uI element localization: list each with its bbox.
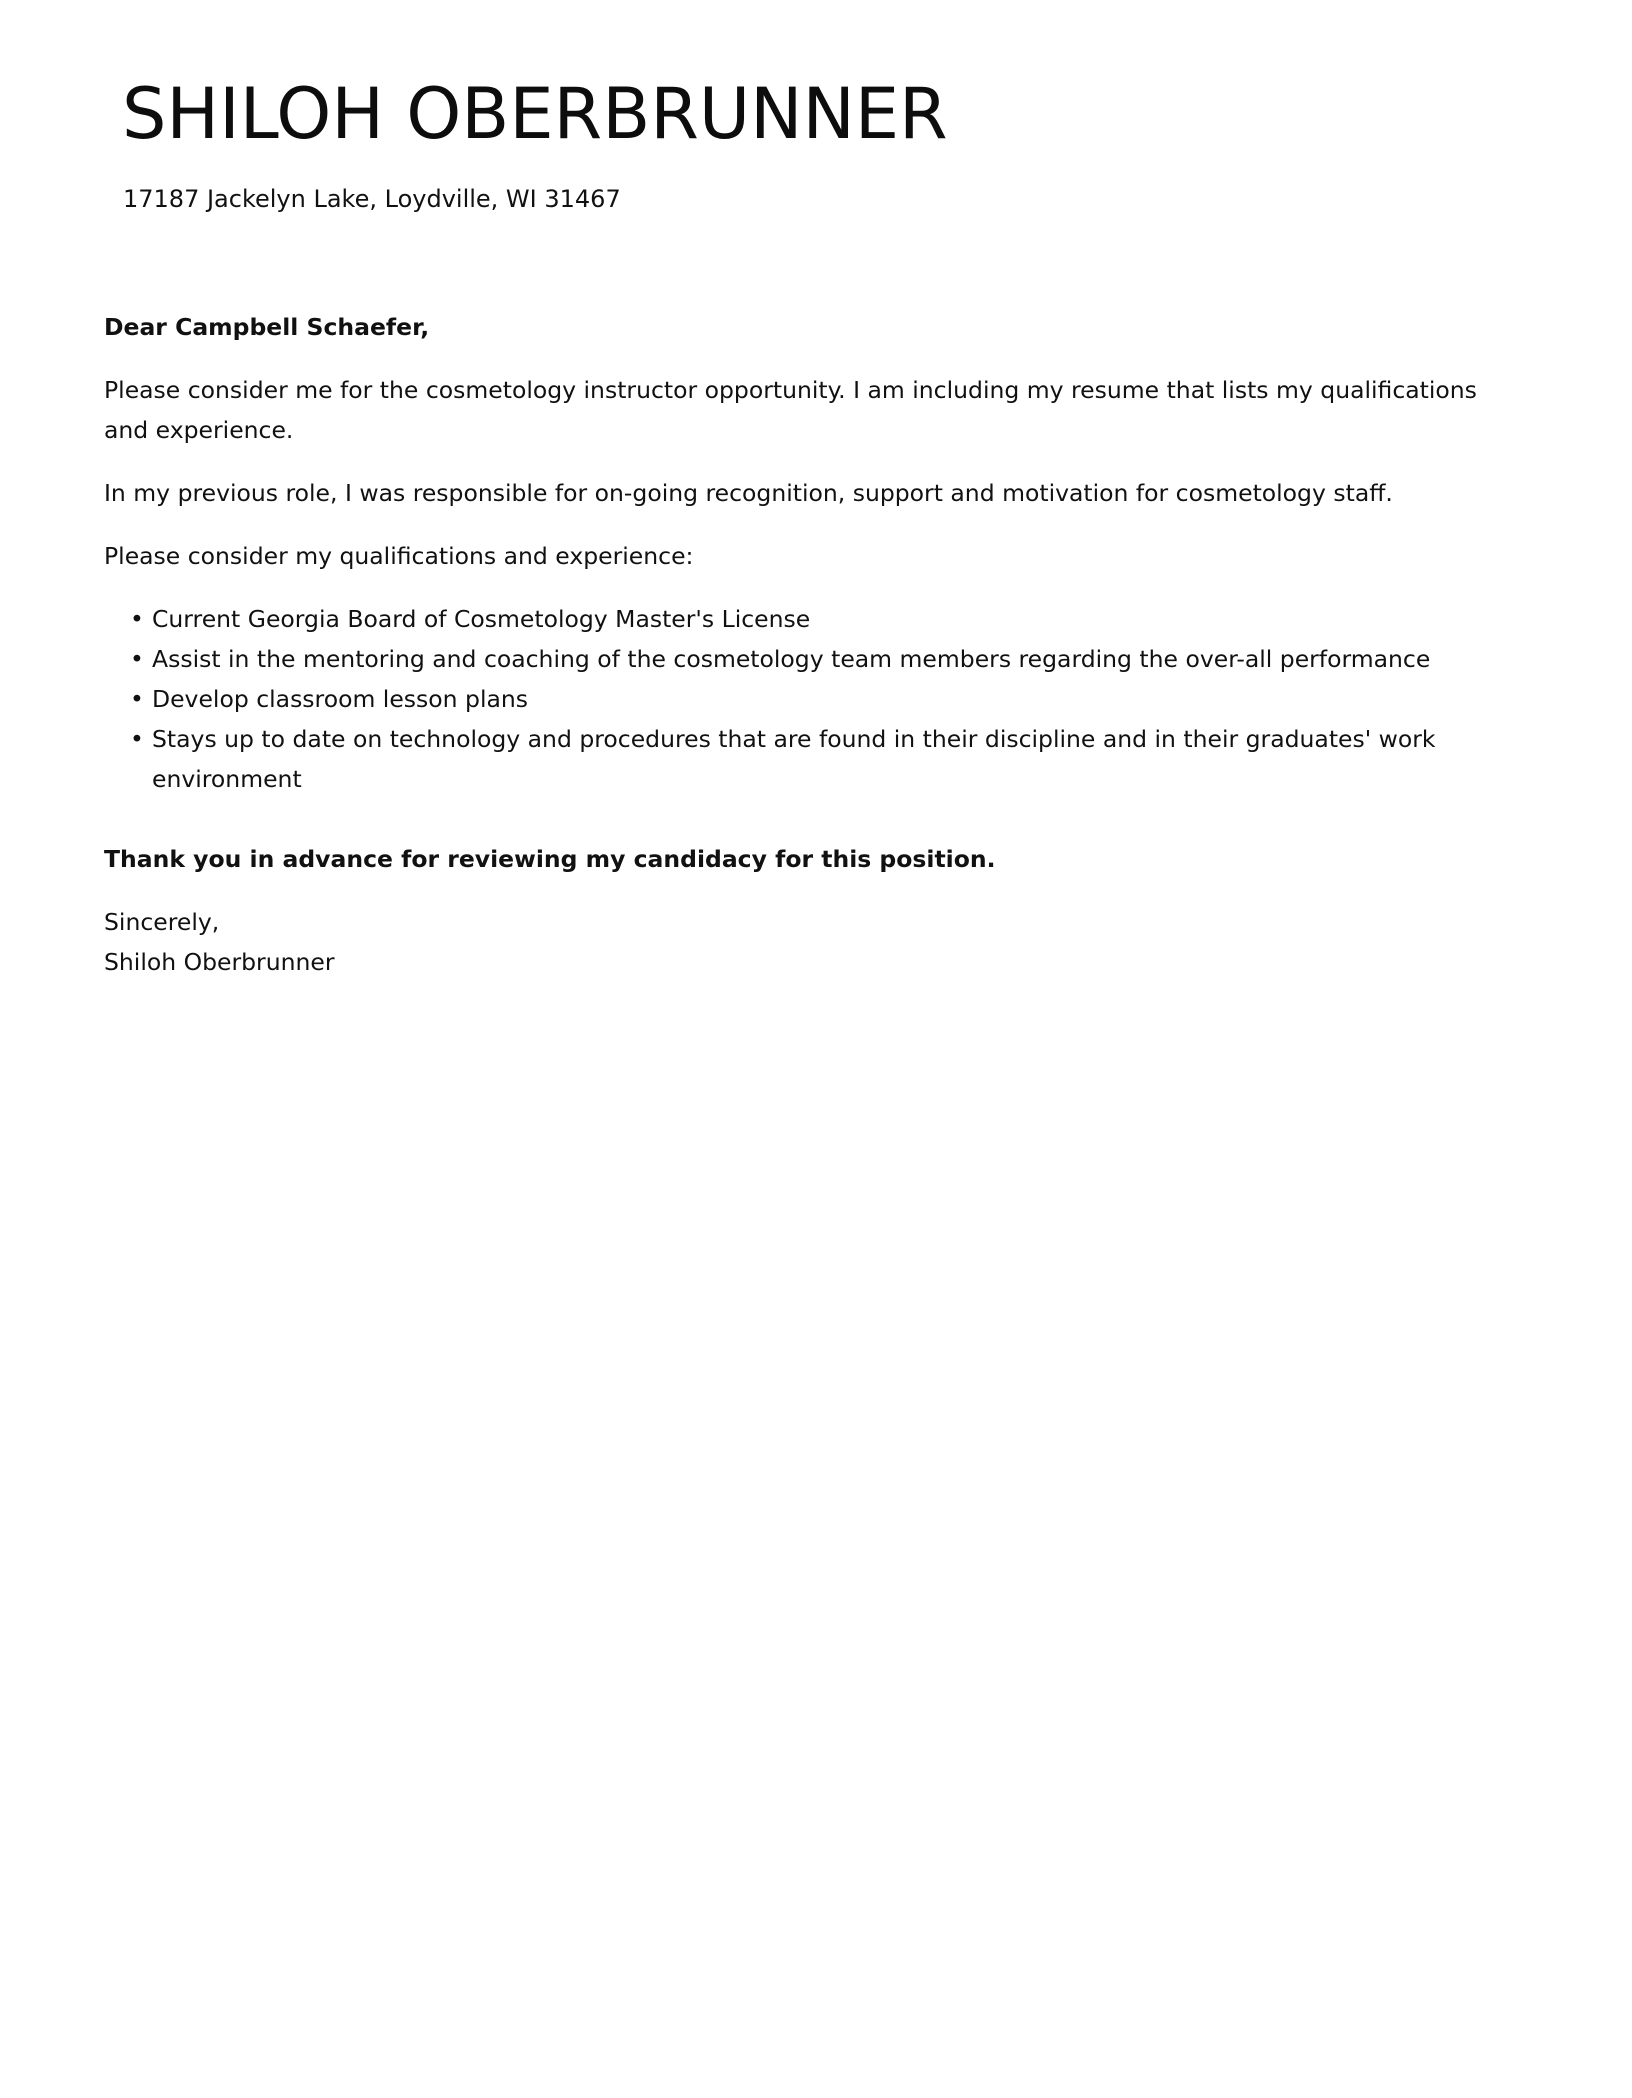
signature-name: Shiloh Oberbrunner <box>104 948 335 976</box>
qualification-text: Assist in the mentoring and coaching of the cosmetology team members regarding the over-all performance <box>152 645 1431 673</box>
signoff-block <box>104 902 1524 982</box>
bullet-icon: • <box>130 605 144 633</box>
list-item <box>130 599 1524 639</box>
salutation: Dear Campbell Schaefer, <box>104 313 430 341</box>
letter-body <box>104 307 1524 1005</box>
intro-paragraph: Please consider me for the cosmetology instructor opportunity. I am including my resume that lists my qualifications and experience. <box>104 376 1477 444</box>
closing-paragraph: Thank you in advance for reviewing my candidacy for this position. <box>104 845 996 873</box>
qualification-text: Stays up to date on technology and procedures that are found in their discipline and in their graduates' work environment <box>152 725 1436 793</box>
qualification-text: Current Georgia Board of Cosmetology Master's License <box>152 605 811 633</box>
previous-role-paragraph: In my previous role, I was responsible for on-going recognition, support and motivation for cosmetology staff. <box>104 479 1393 507</box>
qualification-text: Develop classroom lesson plans <box>152 685 529 713</box>
bullet-icon: • <box>130 645 144 673</box>
list-item <box>130 679 1524 719</box>
qualifications-intro: Please consider my qualifications and experience: <box>104 542 694 570</box>
qualifications-list <box>104 599 1524 799</box>
applicant-name: SHILOH OBERBRUNNER <box>122 73 948 155</box>
applicant-address: 17187 Jackelyn Lake, Loydville, WI 31467 <box>123 185 621 213</box>
bullet-icon: • <box>130 725 144 753</box>
signoff: Sincerely, <box>104 908 220 936</box>
list-item <box>130 639 1524 679</box>
list-item <box>130 719 1524 799</box>
bullet-icon: • <box>130 685 144 713</box>
